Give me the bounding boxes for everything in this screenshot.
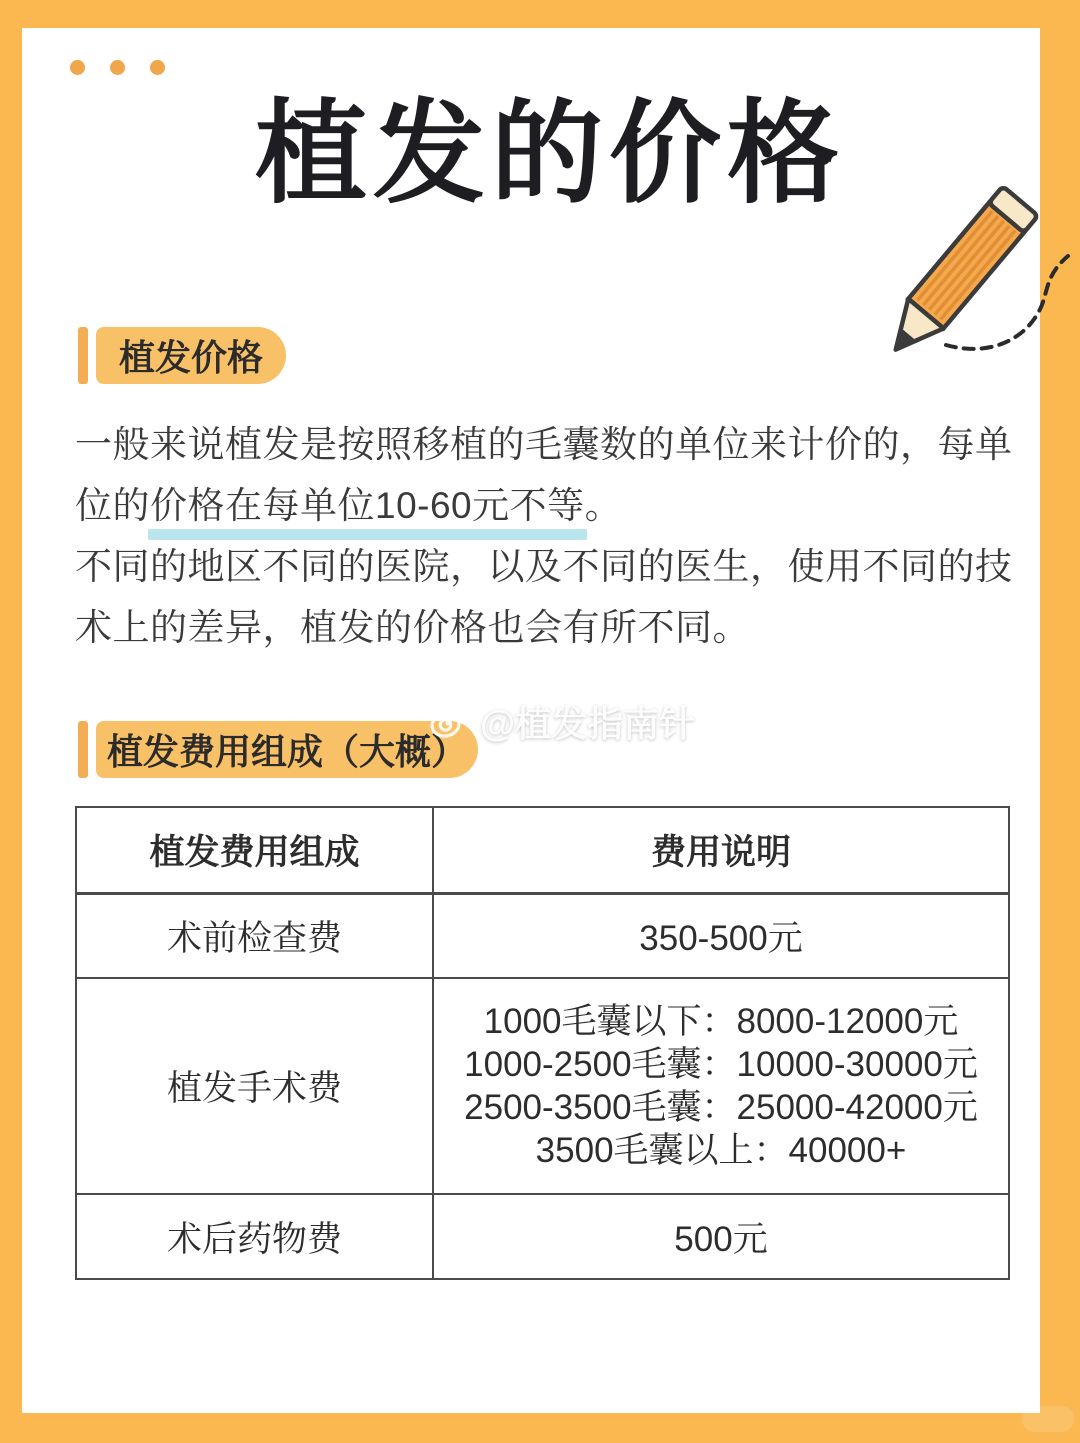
table-cell-item: 术前检查费 (76, 893, 433, 978)
badge-label: 植发费用组成（大概） (96, 721, 478, 778)
cost-table (75, 806, 1010, 1280)
table-cell-item: 术后药物费 (76, 1194, 433, 1279)
desc-line: 1000毛囊以下：8000-12000元 (483, 1002, 959, 1041)
table-header-item: 植发费用组成 (76, 807, 433, 893)
table-cell-desc: 350-500元 (433, 893, 1009, 978)
badge-label: 植发价格 (96, 327, 286, 384)
pencil-icon (860, 185, 1080, 385)
desc-line: 1000-2500毛囊：10000-30000元 (464, 1045, 978, 1084)
badge-accent-bar (78, 721, 88, 778)
table-row (76, 1194, 1009, 1279)
table-cell-item: 植发手术费 (76, 978, 433, 1194)
intro-line: 一般来说植发是按照移植的毛囊数的单位来计价的，每单 (75, 424, 1013, 465)
section-badge-cost (78, 721, 478, 778)
table-cell-desc (433, 978, 1009, 1194)
section-badge-price (78, 327, 286, 384)
intro-line: 术上的差异，植发的价格也会有所不同。 (75, 607, 750, 648)
table-header-row (76, 807, 1009, 893)
weibo-eye-icon (430, 699, 472, 744)
table-header-desc: 费用说明 (433, 807, 1009, 893)
decor-dot (150, 60, 165, 75)
desc-line: 2500-3500毛囊：25000-42000元 (464, 1088, 978, 1127)
intro-line: 不同的地区不同的医院，以及不同的医生，使用不同的技 (75, 546, 1013, 587)
desc-line: 3500毛囊以上：40000+ (535, 1131, 907, 1170)
table-cell-desc: 500元 (433, 1194, 1009, 1279)
badge-accent-bar (78, 327, 88, 384)
intro-line2-suffix: 。 (584, 485, 623, 526)
intro-paragraph (75, 414, 1035, 658)
decor-dot (70, 60, 85, 75)
page-title: 植发的价格 (255, 91, 845, 216)
decor-dots (70, 60, 165, 75)
watermark-text: @植发指南针 (480, 703, 696, 744)
intro-line2-prefix: 位的 (75, 485, 150, 526)
faint-platform-watermark (1022, 1406, 1074, 1432)
decor-dot (110, 60, 125, 75)
table-row (76, 893, 1009, 978)
intro-line2-highlighted: 价格在每单位10-60元不等 (150, 475, 585, 536)
table-row (76, 978, 1009, 1194)
intro-line (75, 475, 1035, 536)
watermark (430, 696, 695, 747)
